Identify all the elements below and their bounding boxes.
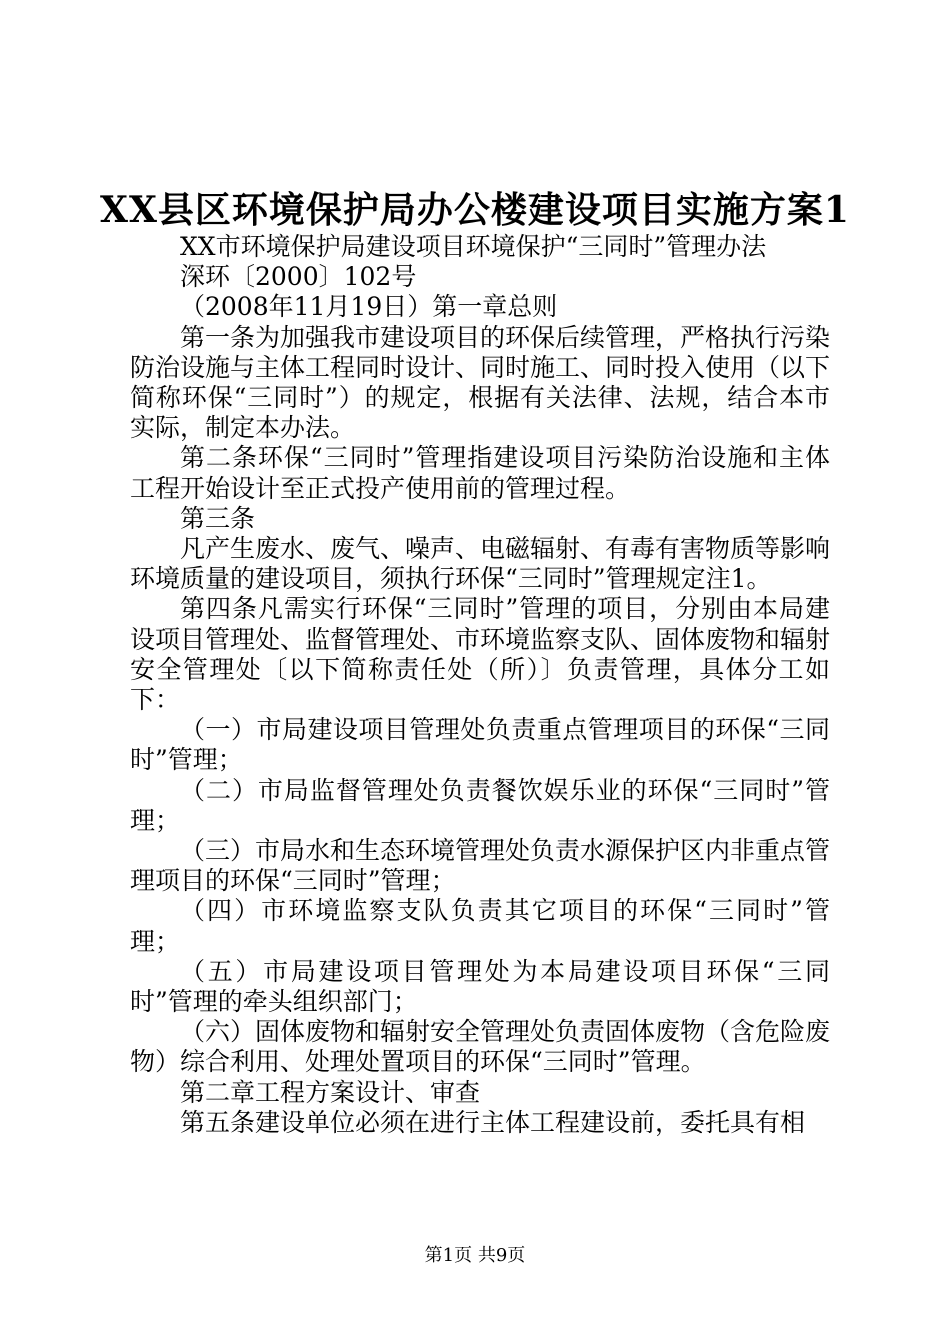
paragraph-article-1: 第一条为加强我市建设项目的环保后续管理，严格执行污染防治设施与主体工程同时设计、同时施工、同时投入使用（以下简称环保“三同时”）的规定，根据有关法律、法规，结合本市实际，制定本办法。 [130,322,831,443]
paragraph-article-3: 凡产生废水、废气、噪声、电磁辐射、有毒有害物质等影响环境质量的建设项目，须执行环保“三同时”管理规定注1。 [130,534,831,594]
paragraph-article-2: 第二条环保“三同时”管理指建设项目污染防治设施和主体工程开始设计至正式投产使用前的管理过程。 [130,443,830,503]
paragraph-item-1: （一）市局建设项目管理处负责重点管理项目的环保“三同时”管理； [130,715,830,775]
paragraph-item-4: （四）市环境监察支队负责其它项目的环保“三同时”管理； [130,896,830,956]
paragraph-article-3-heading: 第三条 [180,503,256,533]
paragraph-date-chapter-one: （2008年11月19日）第一章总则 [180,292,558,322]
paragraph-item-6: （六）固体废物和辐射安全管理处负责固体废物（含危险废物）综合利用、处理处置项目的环保“三同时”管理。 [130,1017,831,1077]
paragraph-article-4: 第四条凡需实行环保“三同时”管理的项目，分别由本局建设项目管理处、监督管理处、市环境监察支队、固体废物和辐射安全管理处〔以下简称责任处（所）〕负责管理，具体分工如下： [130,594,831,715]
document-title: XX县区环境保护局办公楼建设项目实施方案1 [100,189,850,231]
paragraph-item-2: （二）市局监督管理处负责餐饮娱乐业的环保“三同时”管理； [130,775,830,835]
paragraph-chapter-two-heading: 第二章工程方案设计、审查 [180,1077,481,1107]
paragraph-document-number: 深环〔2000〕102号 [180,262,417,292]
paragraph-measures-title: XX市环境保护局建设项目环境保护“三同时”管理办法 [180,232,767,261]
paragraph-item-5: （五）市局建设项目管理处为本局建设项目环保“三同时”管理的牵头组织部门； [130,956,830,1017]
page-footer: 第1页 共9页 [424,1245,526,1266]
paragraph-article-5: 第五条建设单位必须在进行主体工程建设前，委托具有相 [180,1107,806,1137]
document-body [130,232,830,1138]
paragraph-item-3: （三）市局水和生态环境管理处负责水源保护区内非重点管理项目的环保“三同时”管理； [130,836,831,896]
